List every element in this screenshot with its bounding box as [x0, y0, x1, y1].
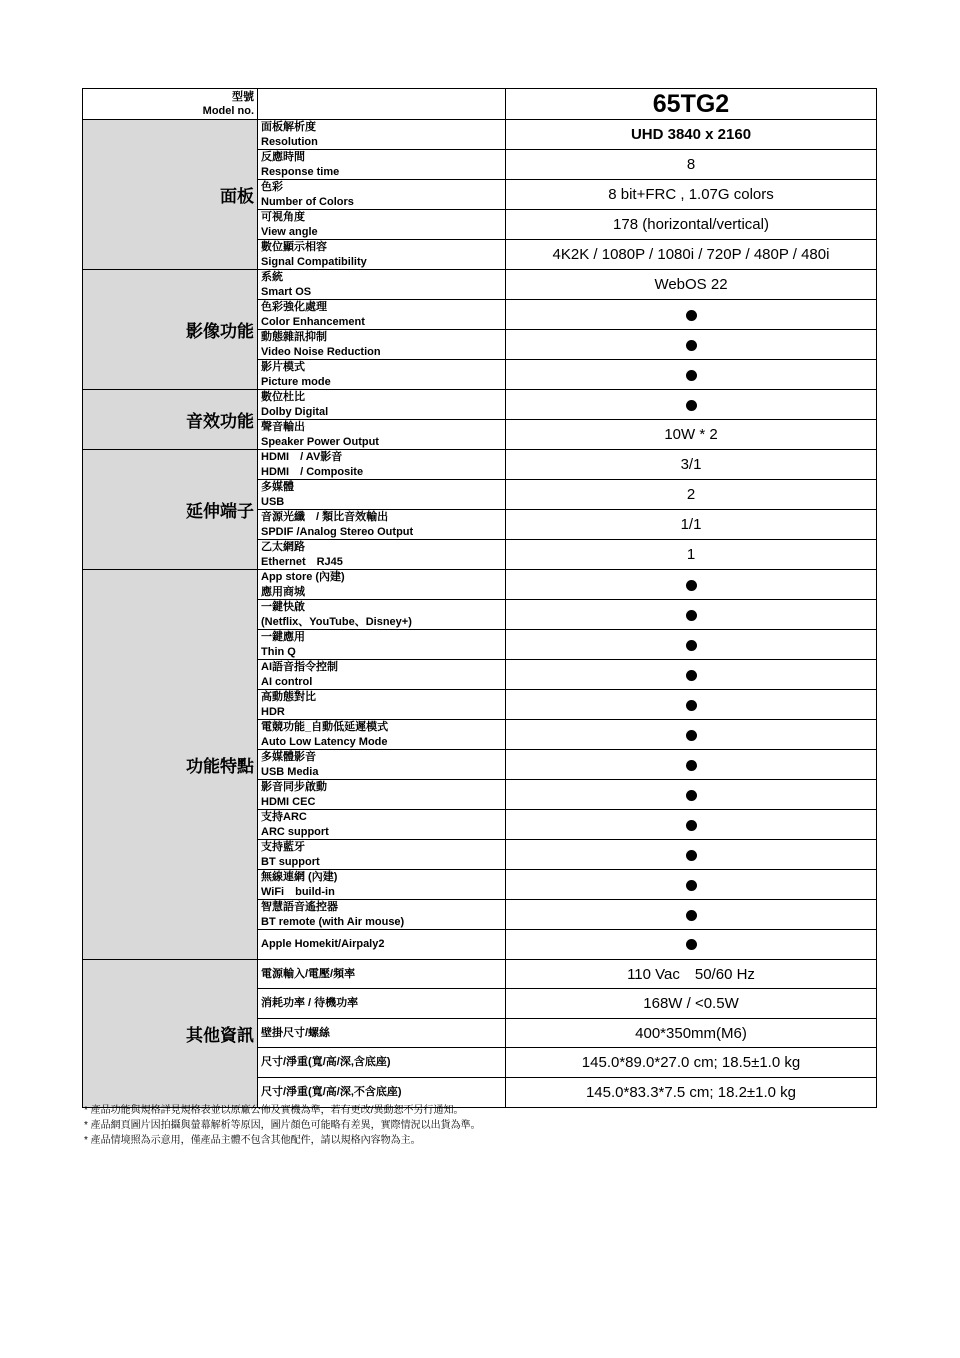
feature-label-en: Ethernet RJ45 [261, 555, 343, 568]
bullet-dot-icon [686, 790, 697, 801]
feature-label [258, 240, 506, 270]
feature-label-en: Picture mode [261, 375, 331, 388]
spec-value: 3/1 [506, 450, 877, 480]
bullet-dot-icon [686, 910, 697, 921]
category-label: 面板 [83, 120, 258, 270]
feature-label [258, 959, 506, 989]
feature-label-en: AI control [261, 675, 313, 688]
feature-label-en: 應用商城 [261, 585, 305, 598]
model-label [83, 89, 258, 120]
feature-label-en: Apple Homekit/Airpaly2 [261, 938, 385, 951]
feature-label-zh: 色彩強化處理 [261, 301, 327, 313]
feature-label-en: BT remote (with Air mouse) [261, 915, 405, 928]
feature-label [258, 690, 506, 720]
feature-label [258, 720, 506, 750]
feature-label-en: USB [261, 495, 285, 508]
model-label-en: Model no. [202, 105, 254, 117]
feature-label [258, 840, 506, 870]
category-label: 音效功能 [83, 390, 258, 450]
feature-label-en: HDR [261, 705, 285, 718]
feature-label-en: Color Enhancement [261, 315, 365, 328]
footnote: * 產品情境照為示意用，僅產品主體不包含其他配件，請以規格內容物為主。 [84, 1135, 421, 1146]
feature-label [258, 600, 506, 630]
feature-label-en: HDMI CEC [261, 795, 316, 808]
feature-label-zh: 消耗功率 / 待機功率 [261, 997, 359, 1010]
feature-label-zh: 一鍵應用 [261, 631, 305, 643]
feature-supported-dot [506, 630, 877, 660]
bullet-dot-icon [686, 670, 697, 681]
feature-label [258, 870, 506, 900]
feature-supported-dot [506, 930, 877, 960]
spec-row [83, 959, 877, 989]
category-label: 影像功能 [83, 270, 258, 390]
feature-label-en: HDMI / Composite [261, 465, 364, 478]
feature-supported-dot [506, 900, 877, 930]
feature-label [258, 480, 506, 510]
feature-label-zh: 動態雜訊抑制 [261, 331, 327, 343]
feature-label-en: Speaker Power Output [261, 435, 379, 448]
feature-supported-dot [506, 690, 877, 720]
feature-supported-dot [506, 660, 877, 690]
bullet-dot-icon [686, 370, 697, 381]
feature-label [258, 630, 506, 660]
spec-value: 178 (horizontal/vertical) [506, 210, 877, 240]
feature-label [258, 900, 506, 930]
feature-label [258, 810, 506, 840]
feature-label [258, 510, 506, 540]
bullet-dot-icon [686, 880, 697, 891]
feature-supported-dot [506, 570, 877, 600]
feature-label-en: Number of Colors [261, 195, 354, 208]
bullet-dot-icon [686, 400, 697, 411]
bullet-dot-icon [686, 760, 697, 771]
spec-value: 145.0*83.3*7.5 cm; 18.2±1.0 kg [506, 1077, 877, 1107]
feature-label-zh: 支持ARC [261, 811, 307, 823]
model-blank-cell [258, 89, 506, 120]
bullet-dot-icon [686, 939, 697, 950]
feature-label-zh: 無線連網 (內建) [261, 871, 338, 883]
feature-label [258, 390, 506, 420]
feature-supported-dot [506, 360, 877, 390]
bullet-dot-icon [686, 820, 697, 831]
footnote: * 產品功能與規格詳見規格表並以原廠公佈及實機為準，若有更改/異動恕不另行通知。 [84, 1105, 464, 1116]
spec-row [83, 120, 877, 150]
feature-label-en: Smart OS [261, 285, 312, 298]
model-row [83, 89, 877, 120]
footnotes [84, 1103, 481, 1148]
feature-label-zh: 高動態對比 [261, 691, 316, 703]
feature-label-zh: 多媒體影音 [261, 751, 316, 763]
spec-row [83, 390, 877, 420]
feature-label [258, 750, 506, 780]
feature-label [258, 300, 506, 330]
feature-label [258, 120, 506, 150]
feature-label-zh: 音源光纖 / 類比音效輸出 [261, 511, 389, 523]
feature-label-zh: AI語音指令控制 [261, 661, 338, 673]
spec-value: 8 bit+FRC , 1.07G colors [506, 180, 877, 210]
feature-label-en: Thin Q [261, 645, 296, 658]
spec-value: 110 Vac 50/60 Hz [506, 959, 877, 989]
bullet-dot-icon [686, 340, 697, 351]
feature-label-en: Auto Low Latency Mode [261, 735, 388, 748]
feature-label-zh: 電源輸入/電壓/頻率 [261, 967, 356, 980]
spec-row [83, 450, 877, 480]
feature-label-zh: 電競功能_自動低延遲模式 [261, 721, 389, 733]
feature-supported-dot [506, 780, 877, 810]
feature-label-zh: 影片模式 [261, 361, 305, 373]
feature-supported-dot [506, 720, 877, 750]
feature-label [258, 1048, 506, 1078]
feature-supported-dot [506, 300, 877, 330]
feature-label-zh: 支持藍牙 [261, 841, 305, 853]
spec-value: 145.0*89.0*27.0 cm; 18.5±1.0 kg [506, 1048, 877, 1078]
feature-label-zh: App store (內建) [261, 571, 345, 583]
feature-label-zh: 面板解析度 [261, 121, 316, 133]
feature-label-en: Video Noise Reduction [261, 345, 381, 358]
feature-label-en: Signal Compatibility [261, 255, 367, 268]
feature-label-zh: 壁掛尺寸/螺絲 [261, 1026, 331, 1039]
feature-label-zh: 一鍵快啟 [261, 601, 305, 613]
model-value: 65TG2 [506, 89, 877, 120]
feature-supported-dot [506, 750, 877, 780]
spec-value: 4K2K / 1080P / 1080i / 720P / 480P / 480i [506, 240, 877, 270]
footnote: * 產品網頁圖片因拍攝與螢幕解析等原因，圖片顏色可能略有差異，實際情況以出貨為準。 [84, 1120, 481, 1131]
category-label: 延伸端子 [83, 450, 258, 570]
feature-label-zh: 數位顯示相容 [261, 241, 327, 253]
feature-label-zh: 乙太網路 [261, 541, 305, 553]
feature-label [258, 150, 506, 180]
feature-label-zh: 尺寸/淨重(寬/高/深,含底座) [261, 1056, 391, 1069]
feature-label-zh: 數位杜比 [261, 391, 305, 403]
feature-label [258, 660, 506, 690]
spec-table [82, 88, 877, 1108]
bullet-dot-icon [686, 640, 697, 651]
feature-label [258, 180, 506, 210]
feature-label [258, 930, 506, 960]
feature-label-zh: 反應時間 [261, 151, 305, 163]
feature-label-zh: 可視角度 [261, 211, 305, 223]
feature-label-en: BT support [261, 855, 320, 868]
spec-row [83, 270, 877, 300]
feature-supported-dot [506, 390, 877, 420]
feature-label-en: View angle [261, 225, 318, 238]
feature-label-en: USB Media [261, 765, 319, 778]
spec-value: 1 [506, 540, 877, 570]
feature-supported-dot [506, 600, 877, 630]
spec-value: 168W / <0.5W [506, 989, 877, 1019]
feature-label [258, 210, 506, 240]
feature-label [258, 540, 506, 570]
feature-supported-dot [506, 810, 877, 840]
feature-label-en: SPDIF /Analog Stereo Output [261, 525, 414, 538]
category-label: 其他資訊 [83, 959, 258, 1107]
feature-label [258, 989, 506, 1019]
bullet-dot-icon [686, 850, 697, 861]
spec-value: 10W * 2 [506, 420, 877, 450]
feature-label-zh: 智慧語音遙控器 [261, 901, 338, 913]
feature-label-zh: HDMI / AV影音 [261, 451, 343, 463]
feature-label [258, 330, 506, 360]
feature-label-en: Response time [261, 165, 340, 178]
feature-label-en: (Netflix、YouTube、Disney+) [261, 615, 412, 628]
category-label: 功能特點 [83, 570, 258, 960]
spec-value: 2 [506, 480, 877, 510]
feature-label-zh: 影音同步啟動 [261, 781, 327, 793]
feature-label [258, 570, 506, 600]
spec-value: UHD 3840 x 2160 [506, 120, 877, 150]
spec-value: 8 [506, 150, 877, 180]
spec-value: 1/1 [506, 510, 877, 540]
spec-value: WebOS 22 [506, 270, 877, 300]
bullet-dot-icon [686, 610, 697, 621]
feature-supported-dot [506, 840, 877, 870]
feature-label [258, 420, 506, 450]
feature-label [258, 780, 506, 810]
feature-label-zh: 色彩 [261, 181, 283, 193]
spec-row [83, 570, 877, 600]
feature-label-en: Dolby Digital [261, 405, 329, 418]
feature-label-en: WiFi build-in [261, 885, 335, 898]
feature-label-zh: 聲音輸出 [261, 421, 305, 433]
bullet-dot-icon [686, 310, 697, 321]
feature-label-en: Resolution [261, 135, 318, 148]
feature-label [258, 450, 506, 480]
model-label-zh: 型號 [232, 91, 254, 103]
feature-label-zh: 尺寸/淨重(寬/高/深,不含底座) [261, 1086, 402, 1099]
feature-supported-dot [506, 330, 877, 360]
feature-label-zh: 多媒體 [261, 481, 294, 493]
feature-label [258, 270, 506, 300]
bullet-dot-icon [686, 580, 697, 591]
spec-value: 400*350mm(M6) [506, 1018, 877, 1048]
feature-label [258, 360, 506, 390]
feature-label-en: ARC support [261, 825, 329, 838]
feature-label-zh: 系統 [261, 271, 283, 283]
bullet-dot-icon [686, 730, 697, 741]
feature-label [258, 1018, 506, 1048]
bullet-dot-icon [686, 700, 697, 711]
feature-supported-dot [506, 870, 877, 900]
